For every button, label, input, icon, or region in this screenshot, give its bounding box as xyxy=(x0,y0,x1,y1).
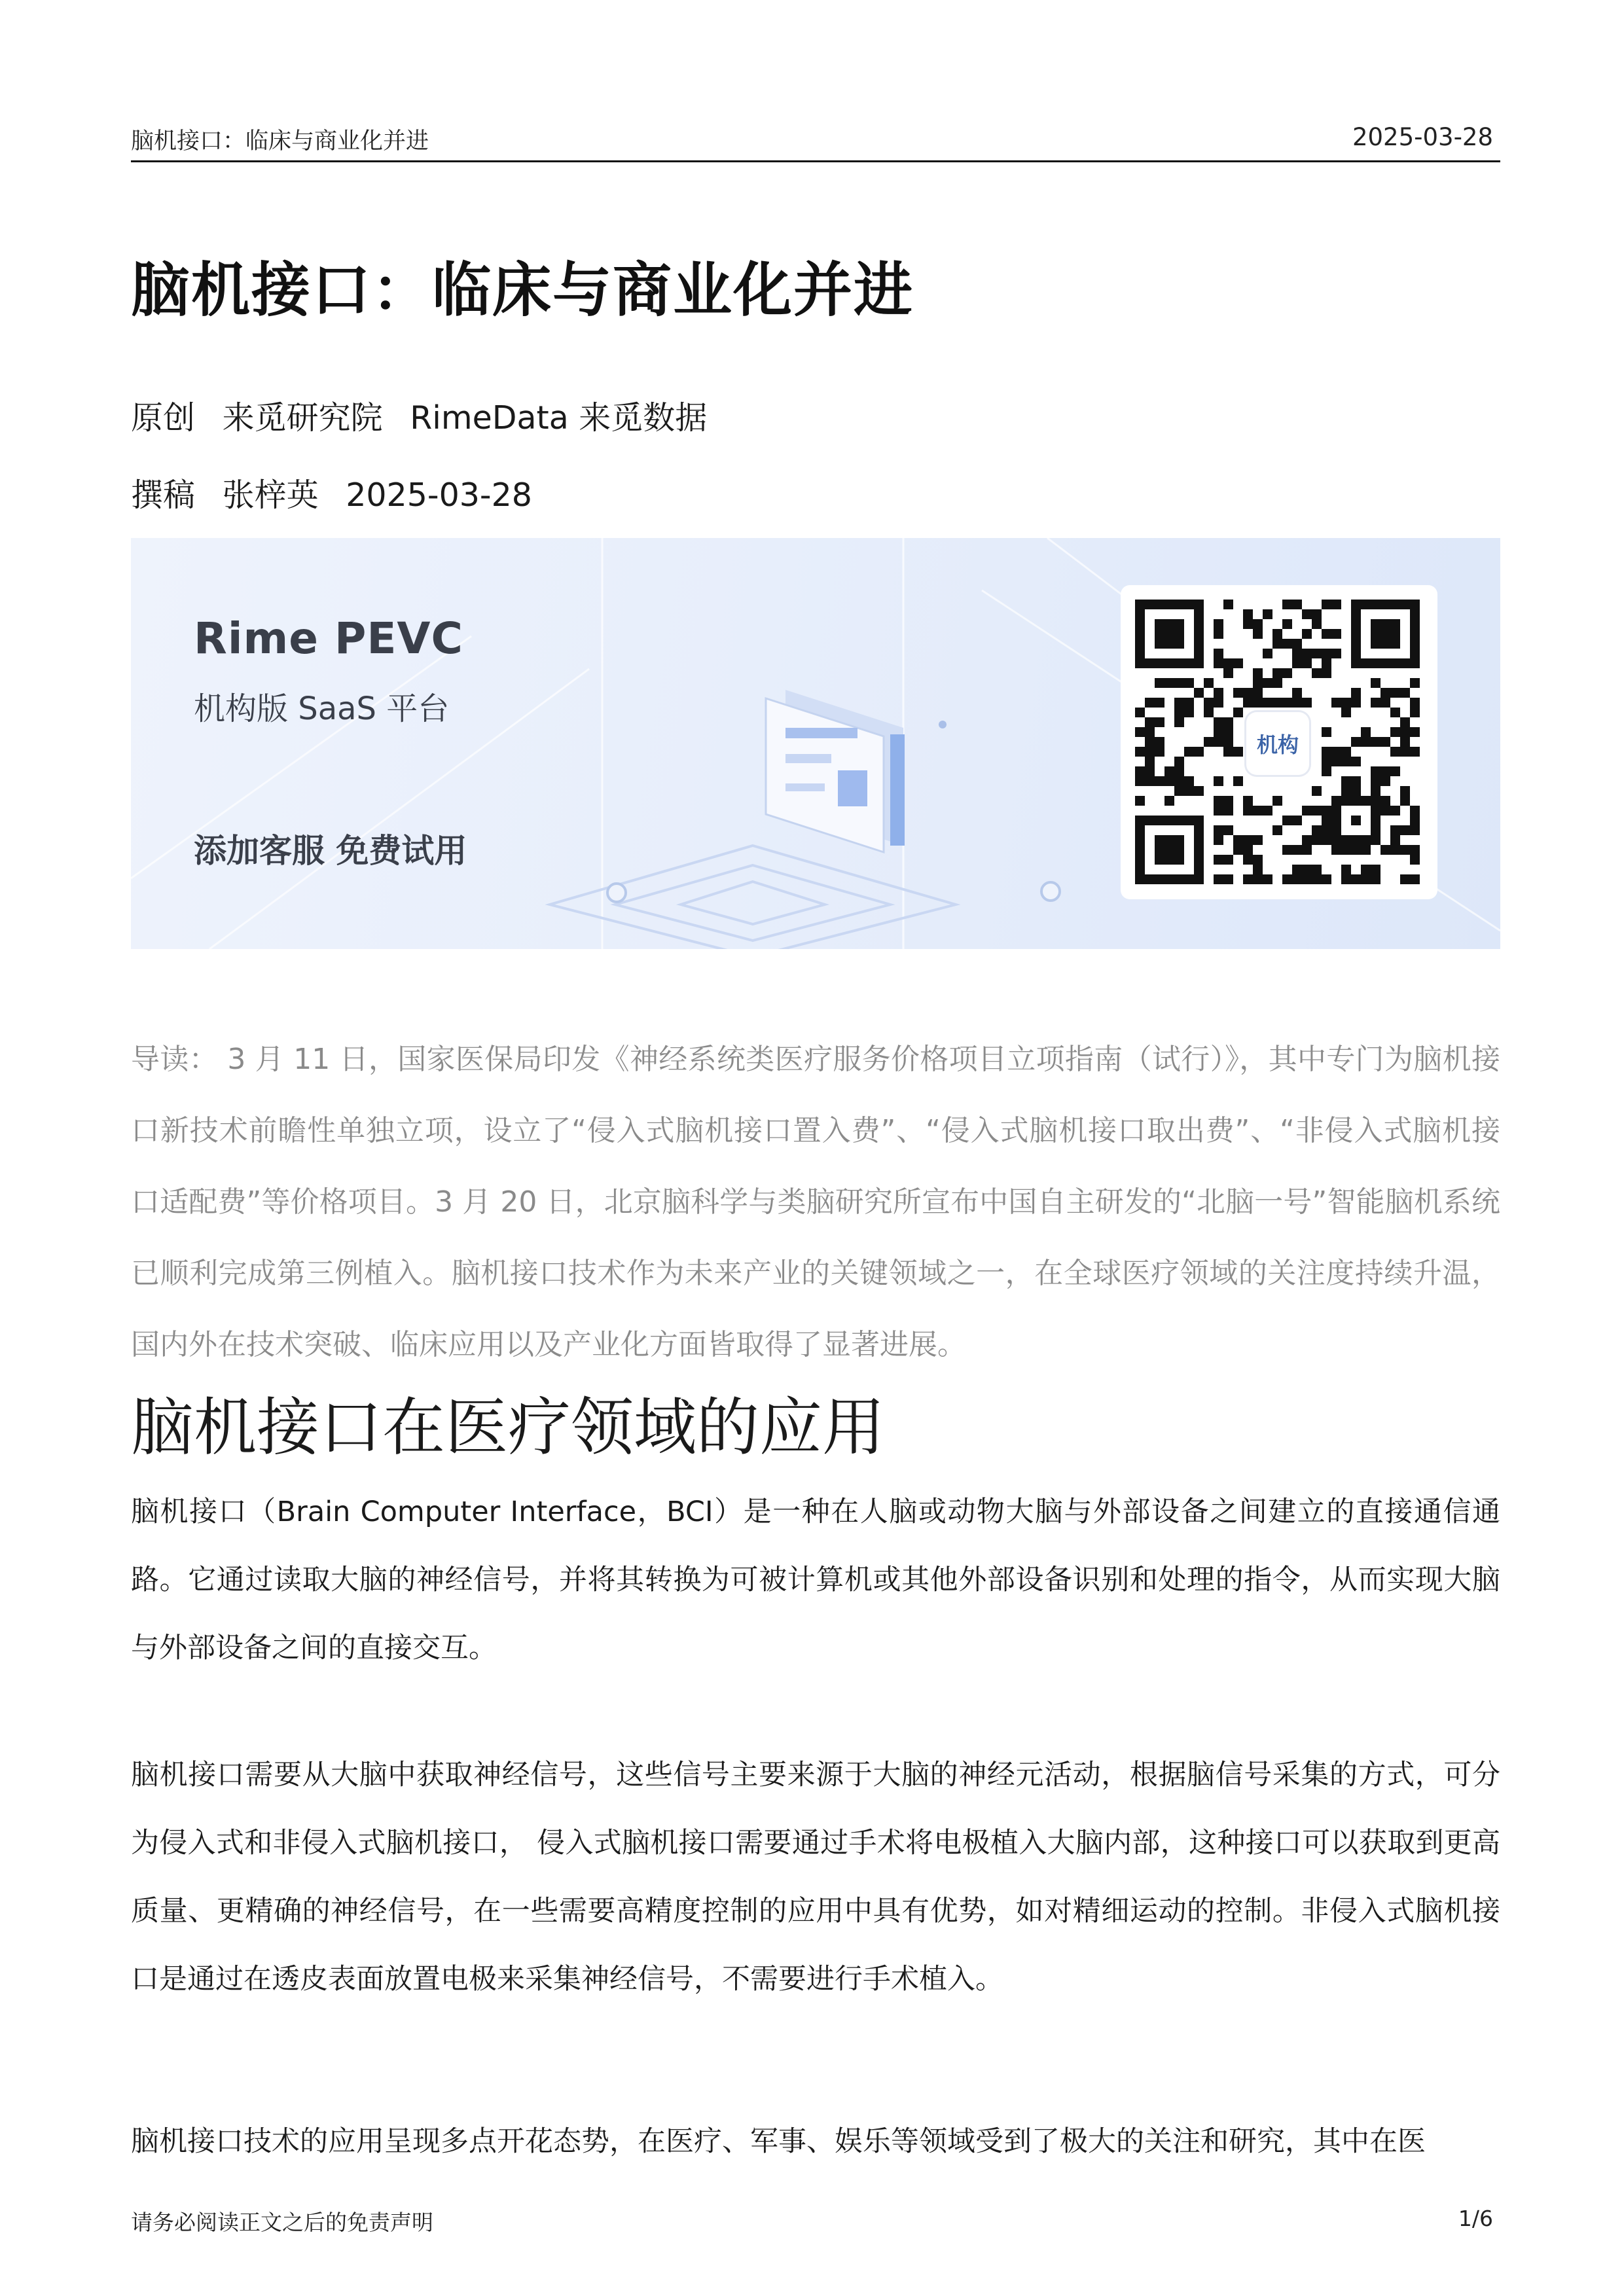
article-intro: 导读： 3 月 11 日，国家医保局印发《神经系统类医疗服务价格项目立项指南（试行）》，其中专门为脑机接口新技术前瞻性单独立项，设立了“侵入式脑机接口置入费”、“侵入式脑机接口取出费”、“非侵入式脑机接口适配费”等价格项目。3 月 20 日，北京脑科学与类脑研究所宣布中国自主研发的“北脑一号”智能脑机系统已顺利完成第三例植入。脑机接口技术作为未来产业的关键领域之一，在全球医疗领域的关注度持续升温，国内外在技术突破、临床应用以及产业化方面皆取得了显著进展。 xyxy=(131,1043,1500,1361)
body-paragraph: 脑机接口需要从大脑中获取神经信号，这些信号主要来源于大脑的神经元活动，根据脑信号采集的方式，可分为侵入式和非侵入式脑机接口， 侵入式脑机接口需要通过手术将电极植入大脑内部，这种接口可以获取到更高质量、更精确的神经信号，在一些需要高精度控制的应用中具有优势，如对精细运动的控制。非侵入式脑机接口是通过在透皮表面放置电极来采集神经信号，不需要进行手术植入。 xyxy=(131,1759,1500,1996)
body-paragraph: 脑机接口技术的应用呈现多点开花态势，在医疗、军事、娱乐等领域受到了极大的关注和研究，其中在医 xyxy=(131,2125,1426,2158)
banner-brand: Rime PEVC xyxy=(194,613,463,664)
author-name: 张梓英 xyxy=(222,476,319,514)
article-byline xyxy=(131,470,549,516)
section-heading: 脑机接口在医疗领域的应用 xyxy=(131,1391,885,1464)
publish-date: 2025-03-28 xyxy=(346,476,532,514)
source-type: 原创 xyxy=(131,399,196,437)
running-header-date: 2025-03-28 xyxy=(1352,123,1493,151)
article-source-line xyxy=(131,393,724,439)
promo-banner[interactable] xyxy=(131,538,1500,949)
qr-badge: 机构 xyxy=(1246,712,1309,775)
source-account[interactable]: RimeData 来觅数据 xyxy=(410,399,708,437)
article-title: 脑机接口：临床与商业化并进 xyxy=(131,256,914,325)
dashboard-isometric-icon xyxy=(766,690,905,852)
source-org[interactable]: 来觅研究院 xyxy=(222,399,383,437)
banner-cta[interactable]: 添加客服 免费试用 xyxy=(194,832,467,870)
footer-disclaimer: 请务必阅读正文之后的免责声明 xyxy=(131,2210,433,2235)
qr-code-card[interactable] xyxy=(1121,585,1437,899)
byline-label: 撰稿 xyxy=(131,476,196,514)
page-number: 1/6 xyxy=(1458,2206,1493,2231)
body-paragraph: 脑机接口（Brain Computer Interface，BCI）是一种在人脑或动物大脑与外部设备之间建立的直接通信通路。它通过读取大脑的神经信号，并将其转换为可被计算机或其他外部设备识别和处理的指令，从而实现大脑与外部设备之间的直接交互。 xyxy=(131,1496,1500,1664)
running-header-title: 脑机接口：临床与商业化并进 xyxy=(131,128,429,154)
banner-subtitle: 机构版 SaaS 平台 xyxy=(194,691,450,727)
header-divider xyxy=(131,160,1500,162)
